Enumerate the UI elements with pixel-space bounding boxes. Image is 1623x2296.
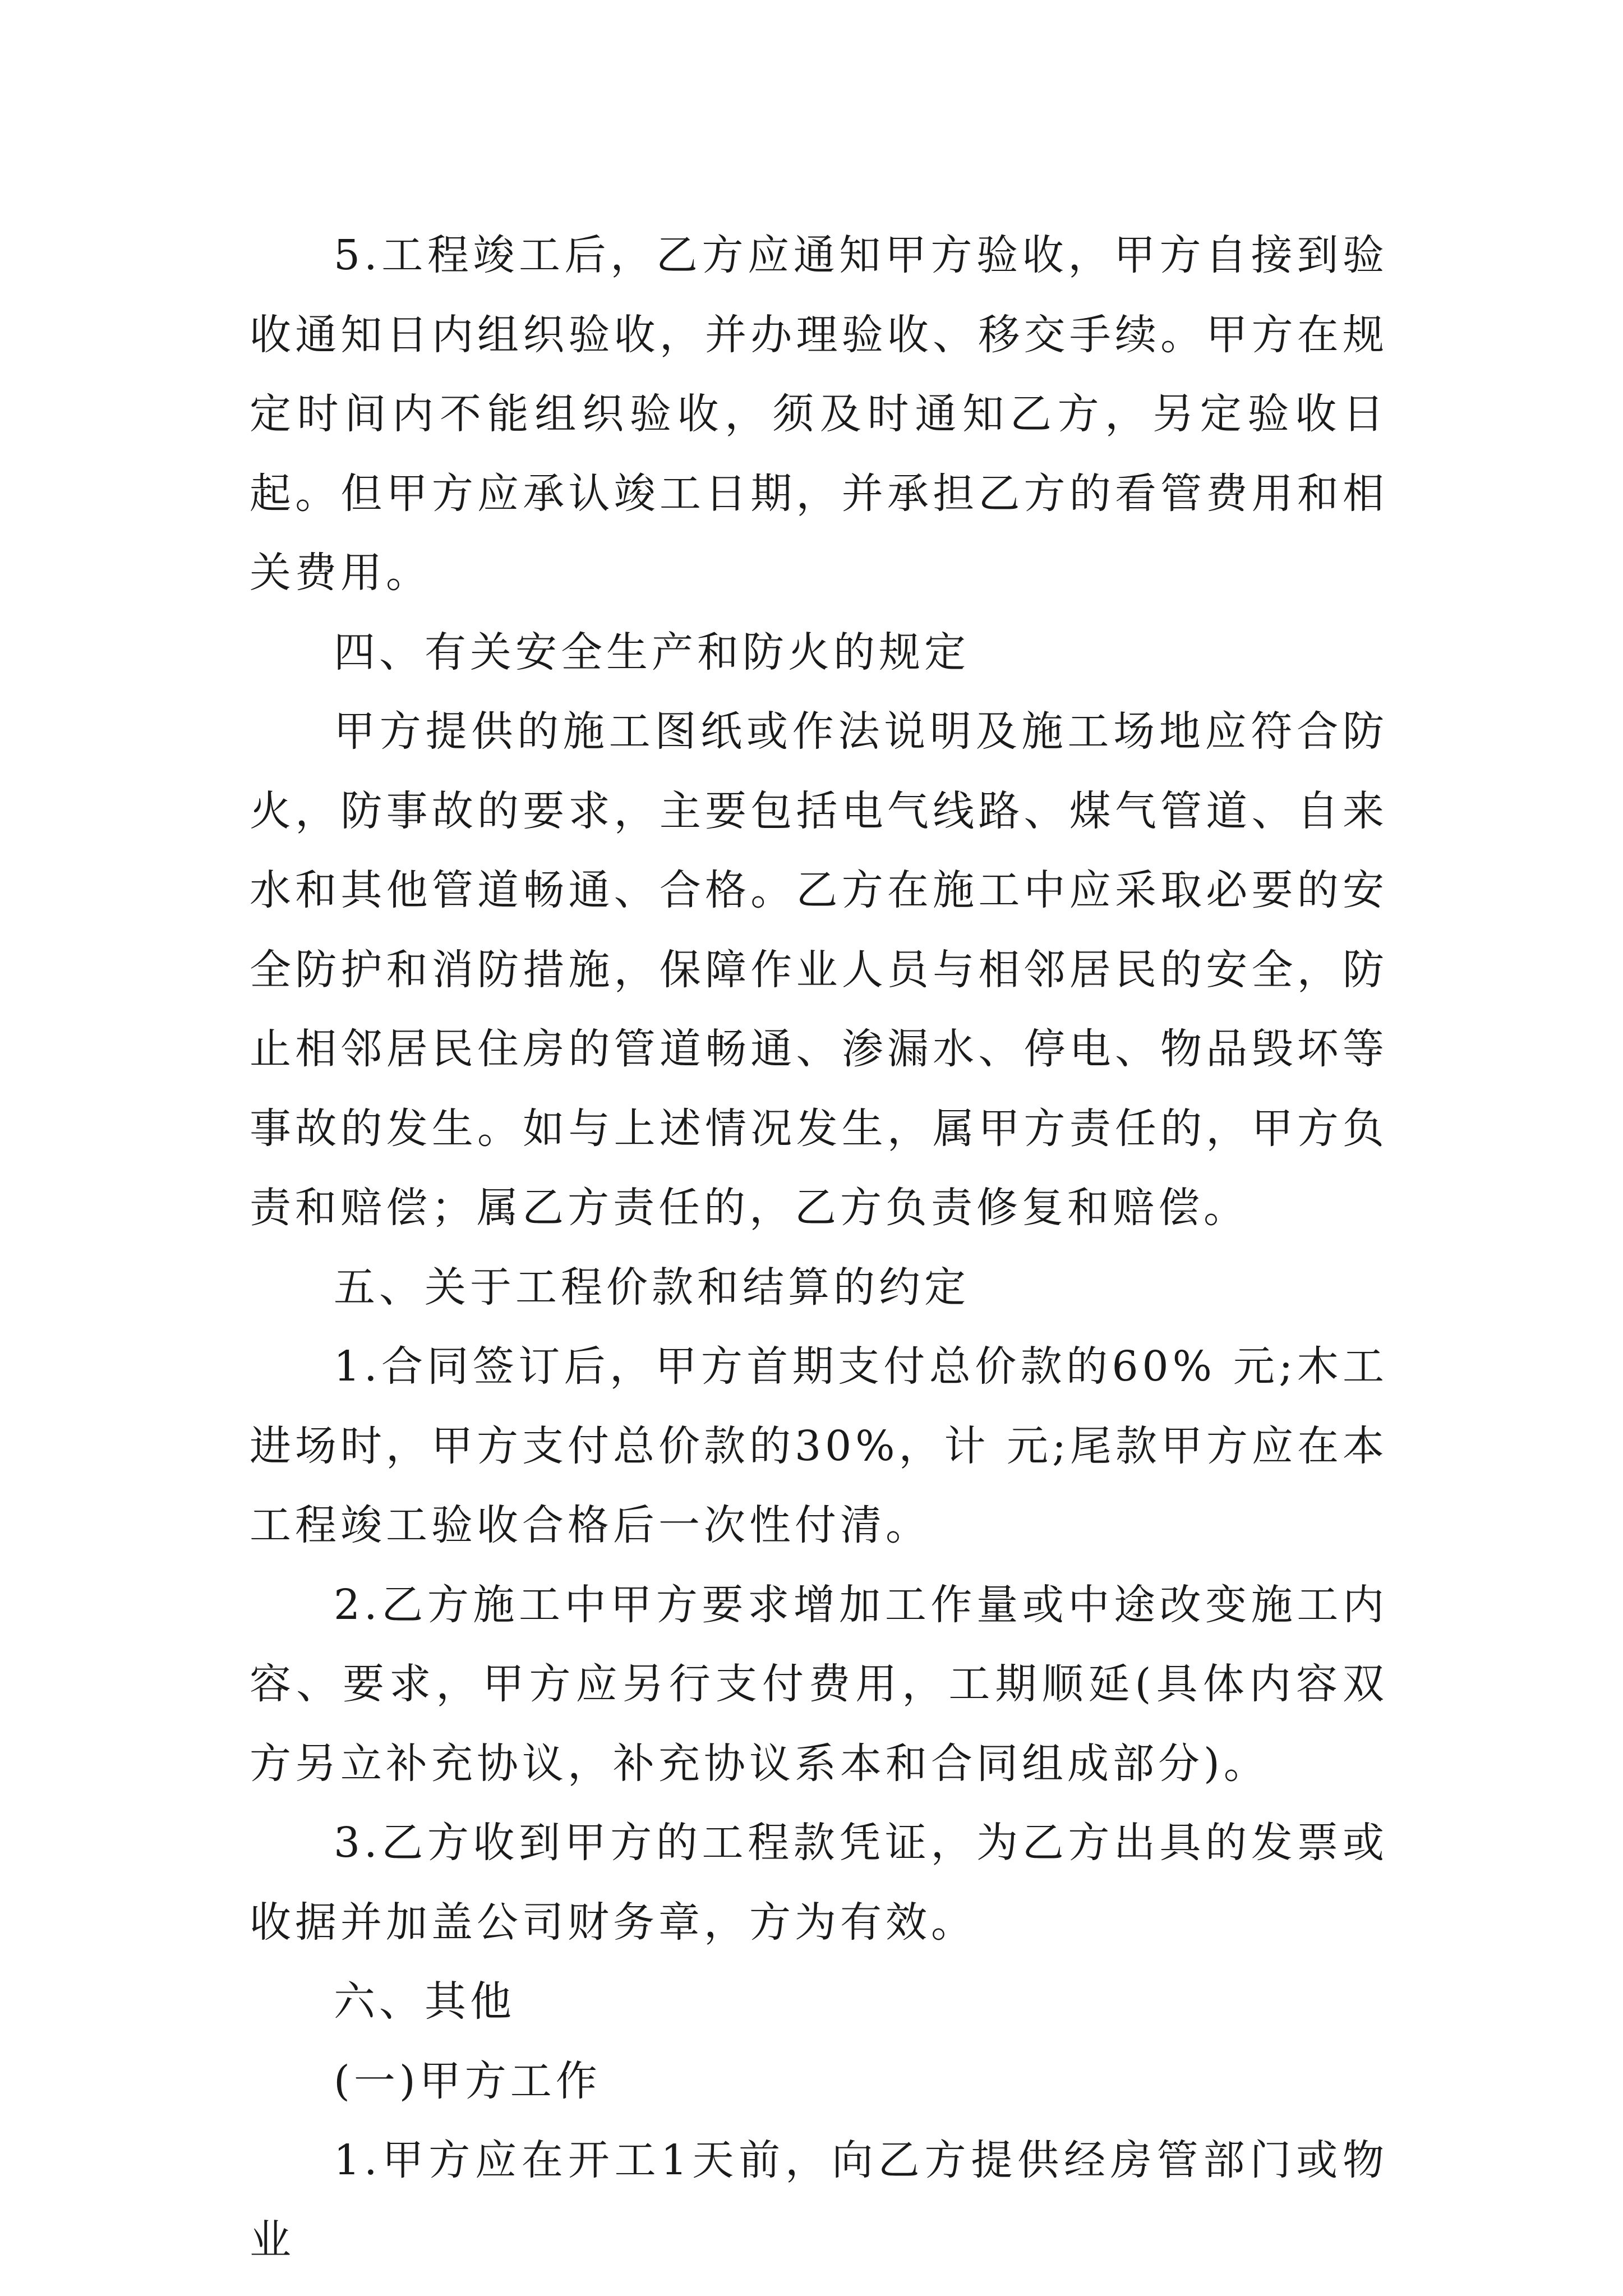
paragraph-safety-fire: 甲方提供的施工图纸或作法说明及施工场地应符合防火，防事故的要求，主要包括电气线路、煤气管道、自来水和其他管道畅通、合格。乙方在施工中应采取必要的安全防护和消防措施，保障作业人员与相邻居民的安全，防止相邻居民住房的管道畅通、渗漏水、停电、物品毁坏等事故的发生。如与上述情况发生，属甲方责任的，甲方负责和赔偿；属乙方责任的，乙方负责修复和赔偿。	[250, 707, 1388, 1232]
section-heading-price-settlement: 五、关于工程价款和结算的约定	[334, 1263, 970, 1312]
section-heading-other: 六、其他	[334, 1977, 515, 2026]
paragraph-additional-work: 2.乙方施工中甲方要求增加工作量或中途改变施工内容、要求，甲方应另行支付费用，工期顺延(具体内容双方另立补充协议，补充协议系本和合同组成部分)。	[250, 1580, 1388, 1788]
paragraph-completion-acceptance: 5.工程竣工后，乙方应通知甲方验收，甲方自接到验收通知日内组织验收，并办理验收、移交手续。甲方在规定时间内不能组织验收，须及时通知乙方，另定验收日起。但甲方应承认竣工日期，并承担乙方的看管费用和相关费用。	[250, 231, 1388, 597]
document-body	[250, 216, 1388, 2280]
section-heading-safety-fire: 四、有关安全生产和防火的规定	[334, 628, 970, 677]
paragraph-payment-receipt: 3.乙方收到甲方的工程款凭证，为乙方出具的发票或收据并加盖公司财务章，方为有效。	[250, 1819, 1388, 1947]
paragraph-party-a-duty-1: 1.甲方应在开工1天前，向乙方提供经房管部门或物业	[250, 2136, 1388, 2264]
subsection-heading-party-a-work: (一)甲方工作	[334, 2056, 601, 2105]
paragraph-payment-schedule: 1.合同签订后，甲方首期支付总价款的60% 元;木工进场时，甲方支付总价款的30%，计 元;尾款甲方应在本工程竣工验收合格后一次性付清。	[250, 1342, 1388, 1549]
